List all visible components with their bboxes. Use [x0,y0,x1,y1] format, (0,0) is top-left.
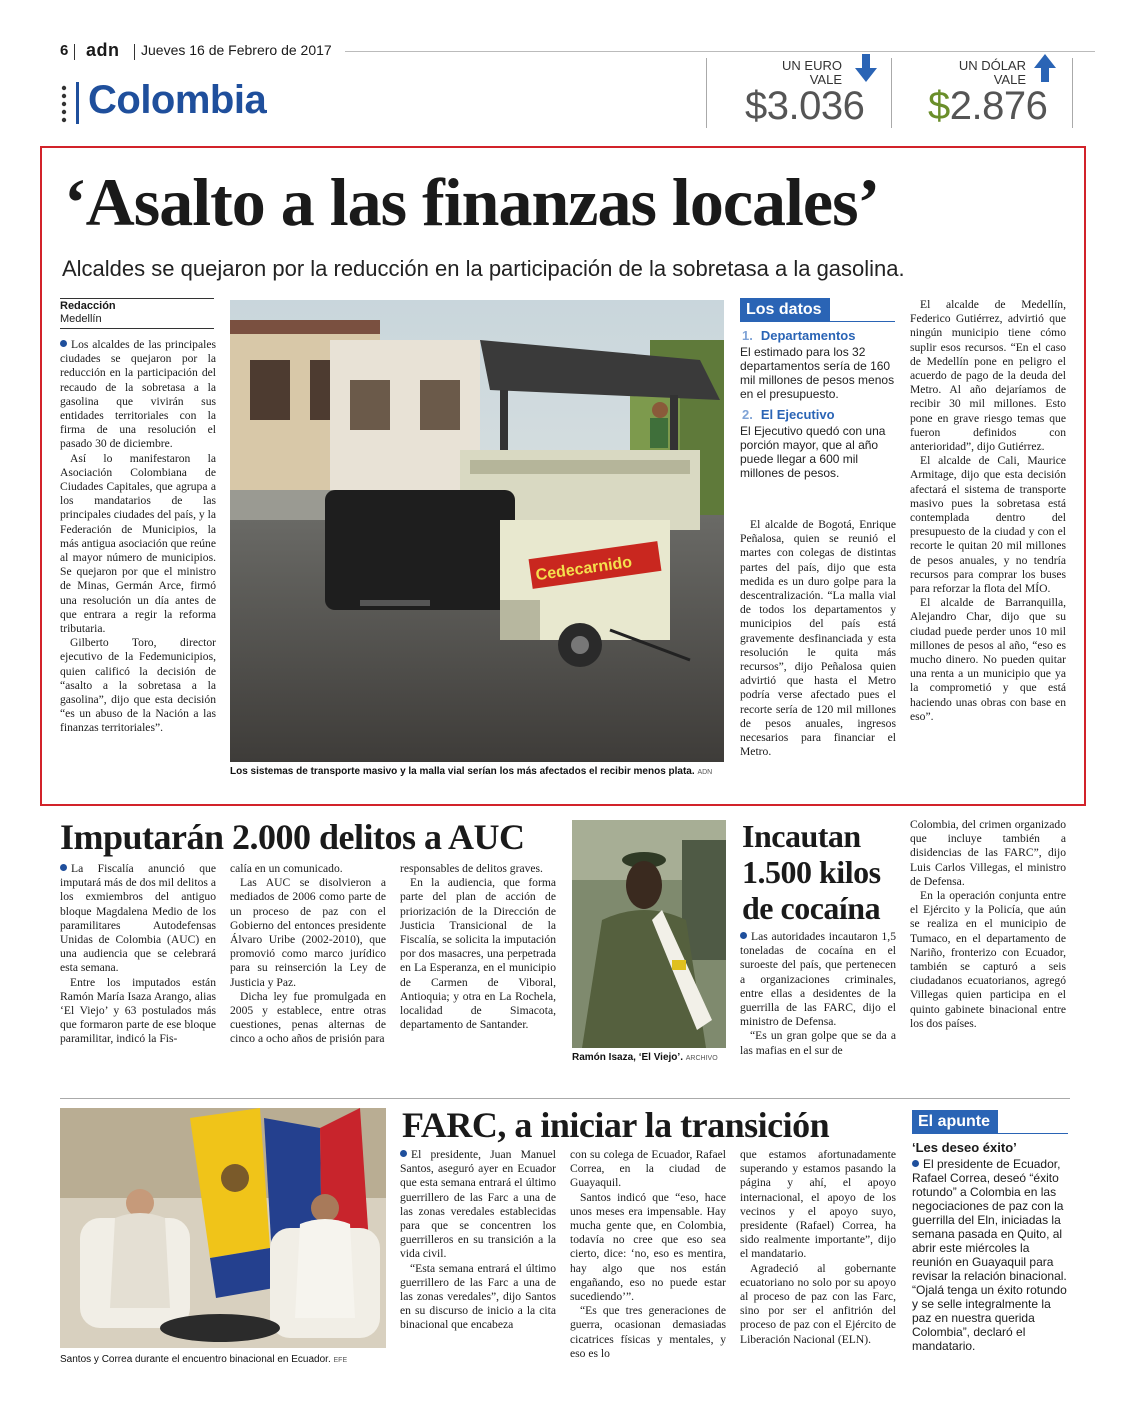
paragraph: calía en un comunicado. [230,862,343,875]
datos-item-text: El Ejecutivo quedó con una porción mayor, que al año puede llegar a 600 mil millones de pesos. [740,424,886,480]
coca-column-1 [740,930,896,1058]
farc-column-3 [740,1148,896,1347]
paragraph: Gilberto Toro, director ejecutivo de la Fedemunicipios, quien calificó la decisión de “asalto a la sobretasa a la gasolina”, dijo que esta decisión “es un abuso de la Nación a las finanzas territoriales”. [60,636,216,735]
santos-photo-caption [60,1354,390,1365]
arrow-up-icon [1034,54,1056,87]
paragraph: Santos indicó que “eso, hace unos meses era impensable. Hay mucha gente que, en Colombia, todavía no cree que eso sea cierto, dice: ‘no, eso es mentira, hay algo que nos están engañando, eso no puede estar sucediendo’”. [570,1190,726,1304]
caption-source: ADN [697,769,713,776]
coca-column-2 [910,818,1066,1031]
paragraph: “Es un gran golpe que se da a las mafias en el sur de [740,1029,896,1057]
bullet-icon [60,340,67,347]
paragraph-text: Los alcaldes de las principales ciudades se quejaron por la reducción en la participación del recaudo de la sobretasa a la gasolina que vivirán sus entidades territoriales con la firma de una resolución el pasado 30 de diciembre. [60,338,216,451]
farc-headline: FARC, a iniciar la transición [402,1105,830,1145]
paragraph-text: Las autoridades incautaron 1,5 toneladas de cocaína en el suroeste del país, que pertenecen a organizaciones criminales, entre ellas a desidentes de la guerrilla de las FARC, dijo el ministro de Defensa. [740,930,896,1029]
byline-name: Redacción [60,300,116,312]
paragraph: “Esta semana entrará el último guerrillero de las Farc a una de las zonas veredales”, dijo Santos en su discurso de inicio a la cita binacional que encabeza [400,1261,556,1332]
dollar-value [928,84,1047,129]
byline-place: Medellín [60,313,102,325]
auc-headline: Imputarán 2.000 delitos a AUC [60,817,525,857]
section-title: Colombia [88,78,267,122]
currency-divider [1072,58,1073,128]
paragraph [60,338,216,452]
isaza-photo [572,820,726,1048]
headline-line: Incautan [742,818,861,854]
bullet-icon [400,1150,407,1157]
lead-photo-caption [230,766,724,777]
paragraph: Entre los imputados están Ramón María Isaza Arango, alias ‘El Viejo’ y 63 postulados más que formaron parte de ese bloque paramilitar, indicó la Fis- [60,975,216,1046]
lead-column-3 [740,518,896,759]
auc-column-1 [60,862,216,1047]
caption-text: Santos y Correa durante el encuentro binacional en Ecuador. [60,1354,331,1365]
section-divider [60,1098,1070,1099]
lead-column-1 [60,338,216,736]
byline-rule [60,328,214,329]
arrow-down-icon [855,54,877,87]
paragraph [912,1157,1068,1283]
paragraph: Agradeció al gobernante ecuatoriano no solo por su apoyo al proceso de paz con las Farc, sino por ser el anfitrión del proceso de paz con el Ejército de Liberación Nacional (ELN). [740,1261,896,1346]
header-top-rule [345,51,1095,52]
bullet-icon [912,1160,919,1167]
datos-box [740,298,895,480]
dollar-label-1: UN DÓLAR [958,58,1026,73]
caption-text: Los sistemas de transporte masivo y la malla vial serían los más afectados el recibir menos plata. [230,766,695,777]
currency-divider [706,58,707,128]
paragraph: “Es que tres generaciones de guerra, ocasionan demasiadas cicatrices físicas y mentales, y eso es lo [570,1304,726,1360]
coca-headline [742,818,881,926]
paragraph: El alcalde de Bogotá, Enrique Peñalosa, quien se reunió el martes con colegas de distintas partes del país, dijo que esta medida es un duro golpe para la descentralización. “La malla vial de todos los departamentos y municipios del país está gravemente desfinanciada y esta resolución le quita más recursos”, dijo Peñalosa quien advirtió que hasta el Metro podría verse afectado pues el recorte sería de 120 mil millones de pesos anuales, ingresos necesarios para financiar el Metro. [740,518,896,759]
issue-date: Jueves 16 de Febrero de 2017 [141,42,332,58]
bullet-icon [60,864,67,871]
apunte-text [912,1157,1068,1353]
headline-line: 1.500 kilos [742,854,881,890]
caption-text: Ramón Isaza, ‘El Viejo’. [572,1052,683,1063]
header-divider [74,44,75,60]
paragraph [400,1148,556,1262]
farc-column-1 [400,1148,556,1333]
auc-column-2 [230,862,386,1047]
paragraph: El alcalde de Medellín, Federico Gutiérrez, advirtió que ningún municipio tiene cómo suplir esos recursos. “En el caso de Medellín pone en peligro el acuerdo de pago de la deuda del Metro. Al año dejaríamos de recibir 30 mil millones. Esto pone en grave riesgo temas que fueron definidos con anterioridad”, dijo Gutiérrez. [910,298,1066,454]
headline-line: de cocaína [742,890,881,926]
paragraph: que estamos afortunadamente superando y estamos pasando la página y ahí, el apoyo internacional, el apoyo de los vecinos y el apoyo suyo, presidente (Rafael) Correa, ha sido realmente importante”, dijo el mandatario. [740,1148,896,1261]
caption-source: ARCHIVO [685,1055,718,1062]
paragraph: Dicha ley fue promulgada en 2005 y establece, entre otras cuestiones, penas alternas de cinco a ocho años de prisión para [230,989,386,1046]
euro-label-2: VALE [809,72,842,87]
paragraph: En la audiencia, que forma parte del plan de acción de priorización de la Dirección de Justicia Transicional de la Fiscalía, se solicita la imputación por dos masacres, una perpetrada en La Esperanza, en el municipio de Carmen de Viboral, Antioquia; y otra en La Rochela, localidad de Simacota, departamento de Santander. [400,876,556,1032]
paragraph: El alcalde de Barranquilla, Alejandro Char, dijo que su ciudad puede perder unos 10 mil millones de pesos al año, “eso es mucho dinero. No pueden quitar una renta a un municipio que ya la comprometió y que está haciendo unas obras con base en eso”. [910,596,1066,723]
paragraph: “Ojalá tenga un éxito rotundo y se selle integralmente la paz en nuestra querida Colombia”, declaró el mandatario. [912,1283,1067,1353]
isaza-photo-caption [572,1052,732,1063]
paragraph: con su colega de Ecuador, Rafael Correa, en la ciudad de Guayaquil. [570,1148,726,1190]
datos-item-number: 1. [742,328,753,343]
paragraph-text: El presidente, Juan Manuel Santos, aseguró ayer en Ecuador que esta semana entrará el último guerrillero de las Farc a una de las zonas veredales establecidas para que se concentren los guerrilleros en su transición a la vida civil. [400,1148,556,1261]
apunte-subtitle: ‘Les deseo éxito’ [912,1140,1017,1155]
euro-value: $3.036 [745,84,865,128]
lead-headline: ‘Asalto a las finanzas locales’ [64,164,880,240]
header-divider [134,44,135,60]
paragraph [740,930,896,1029]
currency-divider [891,58,892,128]
datos-item-heading [740,407,895,422]
paragraph-text: El presidente de Ecuador, Rafael Correa, deseó “éxito rotundo” a Colombia en las negociaciones de paz con la guerrilla del Eln, iniciadas la semana pasada en Quito, al abrir este miércoles la reunión en Guayaquil para revisar la relación binacional. [912,1157,1067,1283]
section-dots [60,84,68,124]
caption-source: EFE [333,1357,348,1364]
datos-item-number: 2. [742,407,753,422]
machine-label: Cedecarnido [534,553,634,585]
paragraph: Colombia, del crimen organizado que incluye también a disidencias de las FARC”, dijo Luis Carlos Villegas, el ministro de Defensa. [910,818,1066,888]
paragraph: responsables de delitos graves. [400,862,543,875]
section-bar [76,82,79,124]
bullet-icon [740,932,747,939]
dollar-amount: 2.876 [949,84,1048,128]
paragraph: Así lo manifestaron la Asociación Colombiana de Ciudades Capitales, que agrupa a los mandatarios de las principales ciudades del país, y la Federación de Municipios, la más antigua asociación que reúne al mayor número de municipios. Se quejaron por que el ministro de Minas, Germán Arce, firmó una resolución un día antes de que entrara a regir la reforma tributaria. [60,451,216,636]
page-number: 6 [60,42,69,59]
dollar-label-2: VALE [993,72,1026,87]
lead-subhead: Alcaldes se quejaron por la reducción en la participación de la sobretasa a la gasolina. [62,256,905,281]
euro-label-1: UN EURO [782,58,842,73]
byline-rule [60,298,214,299]
auc-column-3 [400,862,556,1032]
datos-item-text: El estimado para los 32 departamentos sería de 160 mil millones de pesos menos en el presupuesto. [740,345,895,401]
lead-column-4 [910,298,1066,724]
paragraph: En la operación conjunta entre el Ejército y la Policía, que aún se realiza en el municipio de Tumaco, en el departamento de Nariño, fronterizo con Ecuador, también se capturó a seis ciudadanos ecuatorianos, agregó Villegas quien participa en el quinto gabinete binacional entre los dos países. [910,889,1066,1030]
datos-item-heading [740,328,895,343]
datos-item-title: Departamentos [760,328,856,343]
apunte-box [912,1110,1068,1353]
paragraph: Las AUC se disolvieron a mediados de 2006 como parte de un proceso de paz con el Gobierno del entonces presidente Álvaro Uribe (2002-2010), que promovió como marco jurídico para su reinserción la Ley de Justicia y Paz. [230,876,386,989]
paragraph: El alcalde de Cali, Maurice Armitage, dijo que esta decisión afectará el sistema de transporte masivo pues la sobretasa está contemplada dentro del presupuesto de la ciudad y con el recorte le quitan 20 mil millones de pesos anuales, y no tendría recursos para comprar los buses para reforzar la flota del MÍO. [910,454,1066,596]
paragraph-text: La Fiscalía anunció que imputará más de dos mil delitos a los exmiembros del antiguo bloque Magdalena Medio de los paramilitares Autodefensas Unidas de Colombia (AUC) en una audiencia que se celebrará esta semana. [60,862,216,975]
apunte-title: El apunte [912,1110,998,1133]
paragraph [60,862,216,976]
datos-title: Los datos [740,298,830,321]
santos-correa-photo [60,1108,386,1348]
datos-item-title: El Ejecutivo [760,407,835,422]
dollar-symbol: $ [928,84,950,128]
brand-logo: adn [86,40,120,60]
farc-column-2 [570,1148,726,1361]
paving-machine-photo [230,300,724,762]
